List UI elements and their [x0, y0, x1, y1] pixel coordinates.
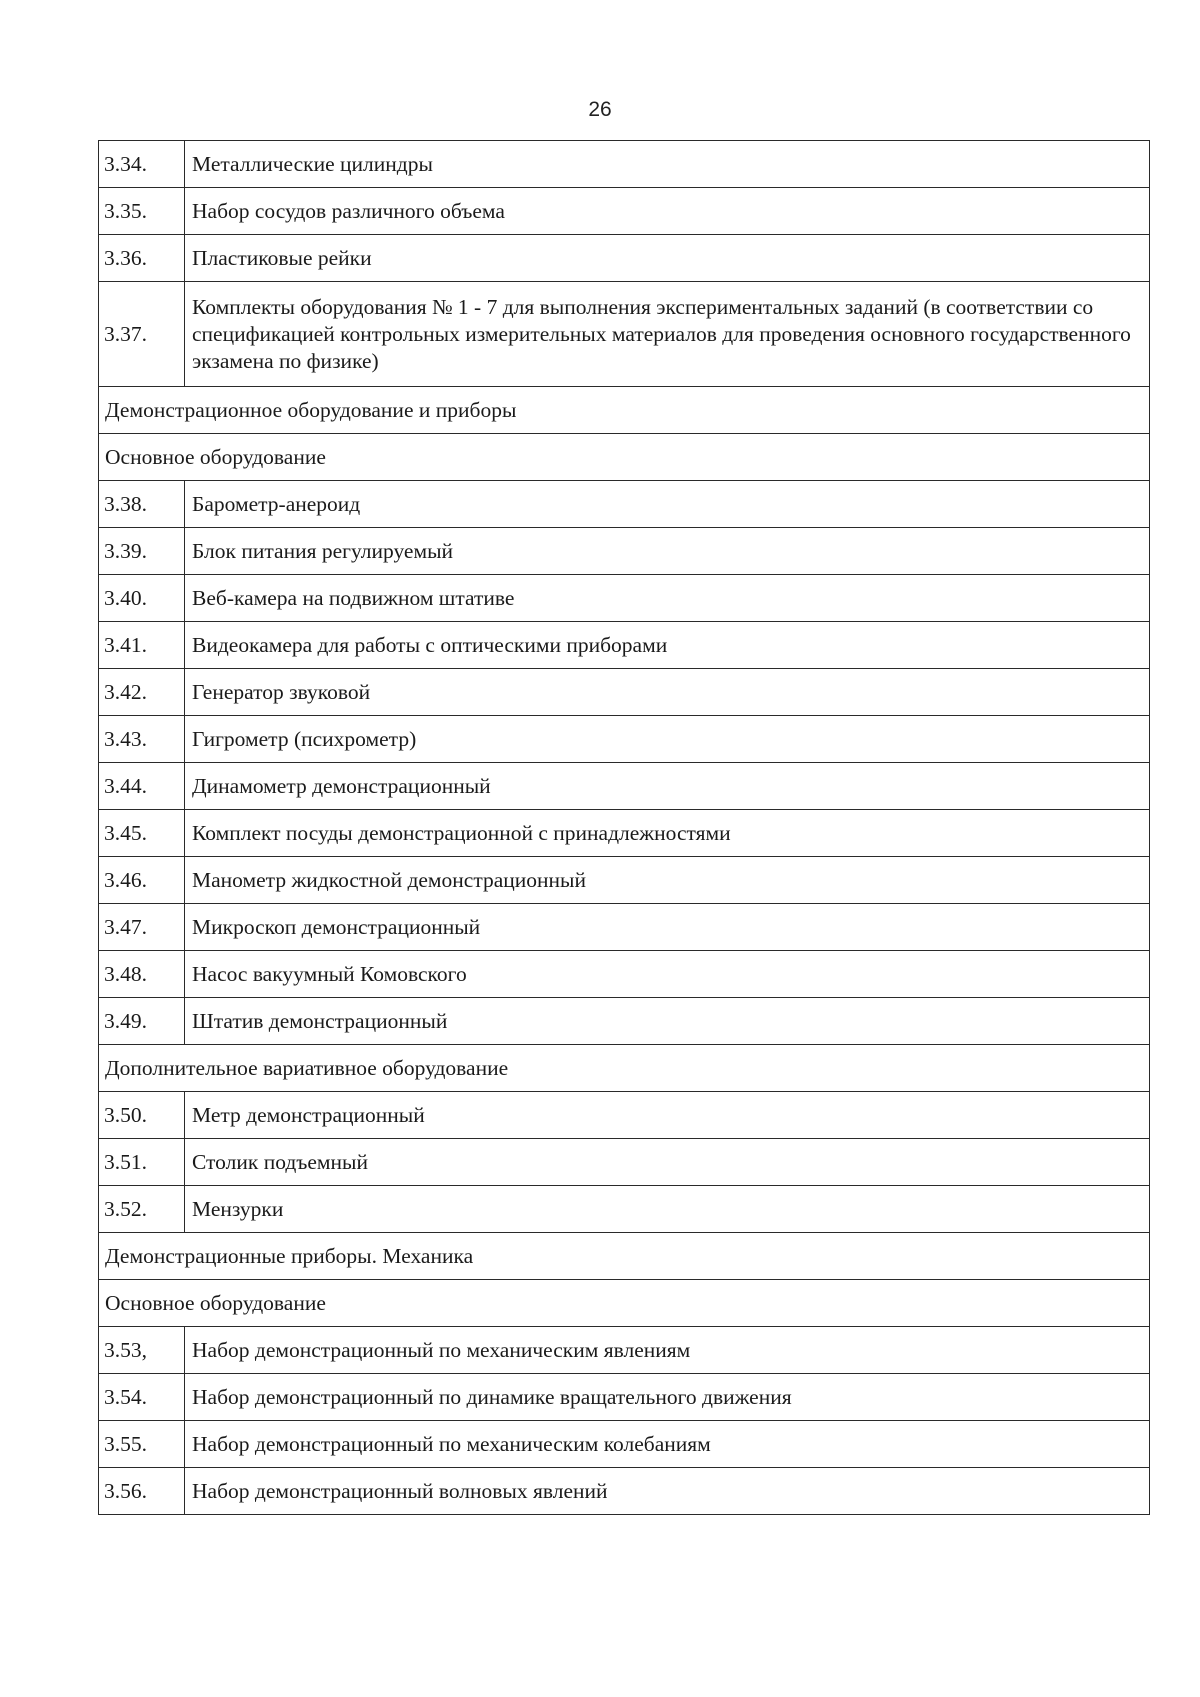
- section-heading: Дополнительное вариативное оборудование: [99, 1045, 1150, 1092]
- item-number: 3.56.: [99, 1468, 185, 1515]
- item-number: 3.46.: [99, 857, 185, 904]
- table-row: [99, 1468, 1150, 1515]
- section-row: [99, 434, 1150, 481]
- item-number: 3.48.: [99, 951, 185, 998]
- item-number: 3.38.: [99, 481, 185, 528]
- item-name: Блок питания регулируемый: [185, 528, 1150, 575]
- table-row: [99, 1139, 1150, 1186]
- table-row: [99, 904, 1150, 951]
- item-number: 3.37.: [99, 282, 185, 387]
- item-number: 3.51.: [99, 1139, 185, 1186]
- equipment-table: [98, 140, 1150, 1515]
- item-name: Набор демонстрационный по механическим колебаниям: [185, 1421, 1150, 1468]
- table-row: [99, 1421, 1150, 1468]
- page-number: 26: [588, 98, 612, 121]
- section-heading: Демонстрационные приборы. Механика: [99, 1233, 1150, 1280]
- table-row: [99, 528, 1150, 575]
- item-name: Манометр жидкостной демонстрационный: [185, 857, 1150, 904]
- item-name: Микроскоп демонстрационный: [185, 904, 1150, 951]
- item-name: Набор демонстрационный волновых явлений: [185, 1468, 1150, 1515]
- item-name: Столик подъемный: [185, 1139, 1150, 1186]
- table-row: [99, 716, 1150, 763]
- section-heading: Основное оборудование: [99, 1280, 1150, 1327]
- section-row: [99, 1280, 1150, 1327]
- item-name: Динамометр демонстрационный: [185, 763, 1150, 810]
- item-name: Металлические цилиндры: [185, 141, 1150, 188]
- item-name: Генератор звуковой: [185, 669, 1150, 716]
- table-row: [99, 141, 1150, 188]
- table-row: [99, 998, 1150, 1045]
- item-number: 3.39.: [99, 528, 185, 575]
- item-number: 3.35.: [99, 188, 185, 235]
- table-row: [99, 857, 1150, 904]
- item-number: 3.41.: [99, 622, 185, 669]
- item-name: Пластиковые рейки: [185, 235, 1150, 282]
- item-number: 3.36.: [99, 235, 185, 282]
- section-row: [99, 1045, 1150, 1092]
- item-name: Комплекты оборудования № 1 - 7 для выполнения экспериментальных заданий (в соответствии со спецификацией контрольных измерительных материалов для проведения основного государственного экзамена по физике): [185, 282, 1150, 387]
- item-number: 3.54.: [99, 1374, 185, 1421]
- item-name: Веб-камера на подвижном штативе: [185, 575, 1150, 622]
- item-number: 3.34.: [99, 141, 185, 188]
- section-row: [99, 387, 1150, 434]
- table-row: [99, 1374, 1150, 1421]
- item-number: 3.44.: [99, 763, 185, 810]
- item-number: 3.53,: [99, 1327, 185, 1374]
- table-row: [99, 1092, 1150, 1139]
- table-row: [99, 669, 1150, 716]
- item-name: Гигрометр (психрометр): [185, 716, 1150, 763]
- item-number: 3.40.: [99, 575, 185, 622]
- item-name: Набор демонстрационный по динамике вращательного движения: [185, 1374, 1150, 1421]
- item-name: Комплект посуды демонстрационной с принадлежностями: [185, 810, 1150, 857]
- item-name: Набор сосудов различного объема: [185, 188, 1150, 235]
- table-row: [99, 481, 1150, 528]
- section-heading: Основное оборудование: [99, 434, 1150, 481]
- item-name: Насос вакуумный Комовского: [185, 951, 1150, 998]
- table-row: [99, 622, 1150, 669]
- item-number: 3.47.: [99, 904, 185, 951]
- item-name: Метр демонстрационный: [185, 1092, 1150, 1139]
- table-row: [99, 235, 1150, 282]
- item-number: 3.55.: [99, 1421, 185, 1468]
- item-number: 3.49.: [99, 998, 185, 1045]
- table-row: [99, 575, 1150, 622]
- table-row: [99, 1186, 1150, 1233]
- item-number: 3.52.: [99, 1186, 185, 1233]
- item-name: Видеокамера для работы с оптическими приборами: [185, 622, 1150, 669]
- item-number: 3.45.: [99, 810, 185, 857]
- item-number: 3.43.: [99, 716, 185, 763]
- item-name: Набор демонстрационный по механическим явлениям: [185, 1327, 1150, 1374]
- section-heading: Демонстрационное оборудование и приборы: [99, 387, 1150, 434]
- table-row: [99, 810, 1150, 857]
- item-number: 3.50.: [99, 1092, 185, 1139]
- item-number: 3.42.: [99, 669, 185, 716]
- item-name: Барометр-анероид: [185, 481, 1150, 528]
- table-row: [99, 1327, 1150, 1374]
- table-row: [99, 282, 1150, 387]
- section-row: [99, 1233, 1150, 1280]
- table-row: [99, 763, 1150, 810]
- table-row: [99, 188, 1150, 235]
- table-row: [99, 951, 1150, 998]
- item-name: Мензурки: [185, 1186, 1150, 1233]
- item-name: Штатив демонстрационный: [185, 998, 1150, 1045]
